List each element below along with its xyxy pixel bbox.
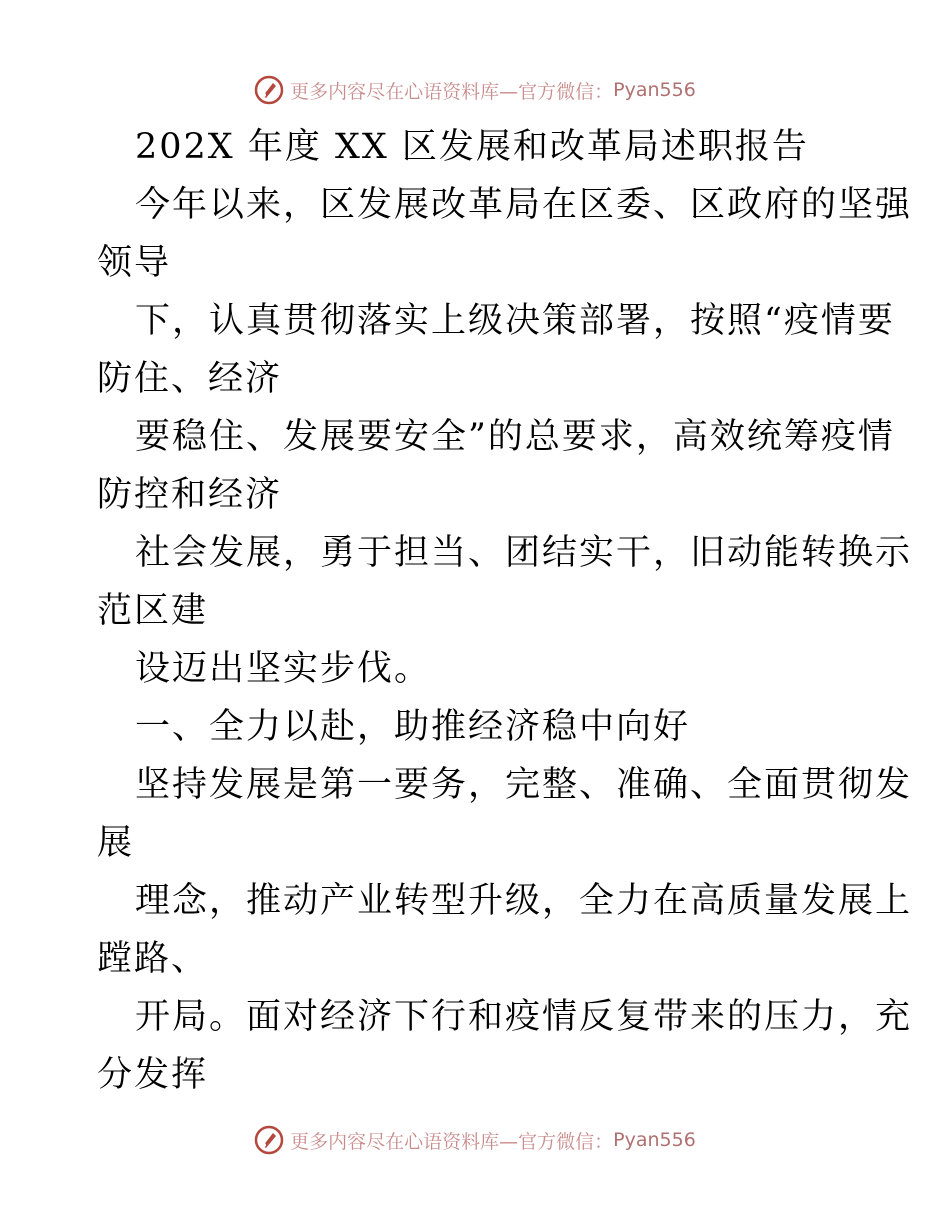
paragraph-line: 理念，推动产业转型升级，全力在高质量发展上	[135, 881, 913, 921]
paragraph-line: 防控和经济	[97, 475, 283, 515]
paragraph-line: 开局。面对经济下行和疫情反复带来的压力，充	[135, 997, 913, 1037]
paragraph-line: 展	[97, 823, 135, 863]
watermark-top	[0, 70, 950, 110]
watermark-text: 更多内容尽在心语资料库—官方微信：	[290, 1130, 614, 1153]
paragraph-line: 领导	[97, 243, 172, 283]
paragraph-line: 分发挥	[97, 1055, 209, 1095]
paragraph-line: 今年以来，区发展改革局在区委、区政府的坚强	[135, 185, 913, 225]
document-body	[97, 118, 913, 1104]
paragraph-line: 设迈出坚实步伐。	[135, 649, 432, 689]
paragraph-line: 下，认真贯彻落实上级决策部署，按照“疫情要	[135, 301, 895, 341]
paragraph-line: 范区建	[97, 591, 209, 631]
watermark-text: 更多内容尽在心语资料库—官方微信：	[290, 80, 614, 103]
watermark-bottom	[0, 1120, 950, 1160]
paragraph-line: 要稳住、发展要安全”的总要求，高效统筹疫情	[135, 417, 895, 457]
document-title: 202X 年度 XX 区发展和改革局述职报告	[135, 127, 809, 167]
paragraph-line: 蹚路、	[97, 939, 209, 979]
watermark-id: Pyan556	[613, 1129, 696, 1151]
paragraph-line: 社会发展，勇于担当、团结实干，旧动能转换示	[135, 533, 913, 573]
section-heading: 一、全力以赴，助推经济稳中向好	[135, 707, 691, 747]
paragraph-line: 防住、经济	[97, 359, 283, 399]
paragraph-line: 坚持发展是第一要务，完整、准确、全面贯彻发	[135, 765, 913, 805]
pen-nib-logo-icon	[254, 75, 284, 105]
pen-nib-logo-icon	[254, 1125, 284, 1155]
watermark-id: Pyan556	[613, 79, 696, 101]
